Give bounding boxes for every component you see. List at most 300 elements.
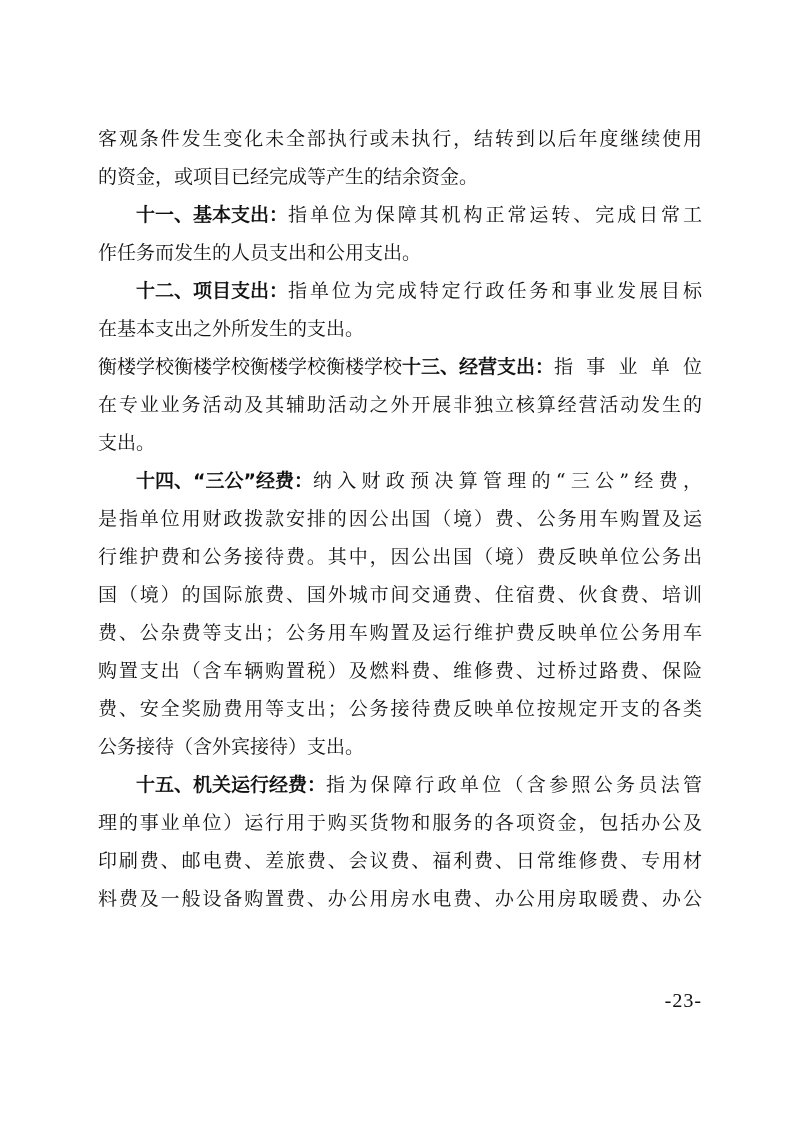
glyph: 购: [98, 660, 118, 682]
glyph: 、: [620, 850, 640, 872]
glyph: 差: [265, 850, 285, 872]
glyph: 是: [98, 508, 118, 530]
glyph: 通: [432, 584, 452, 606]
glyph: 和: [181, 546, 201, 568]
glyph: 单: [139, 508, 159, 530]
glyph: 税: [306, 660, 326, 682]
glyph: 维: [474, 622, 494, 644]
glyph: 及: [662, 508, 682, 530]
glyph: 际: [223, 584, 243, 606]
glyph: 设: [202, 888, 222, 910]
glyph: 活: [327, 394, 347, 416]
glyph: 运: [244, 812, 264, 834]
glyph: 、: [641, 660, 661, 682]
paragraph-agency-operating-expenses: [98, 772, 702, 912]
glyph: 运: [682, 508, 702, 530]
glyph: 购: [244, 888, 264, 910]
glyph: 旅: [244, 584, 264, 606]
text-line: [98, 810, 702, 836]
glyph: 办: [494, 888, 514, 910]
text-span: 指为保障行政单位（含参照公务员法管: [326, 774, 702, 796]
glyph: 维: [557, 850, 577, 872]
glyph: 、: [494, 850, 514, 872]
glyph: 及: [139, 888, 159, 910]
glyph: 务: [453, 812, 473, 834]
glyph: 、: [432, 660, 452, 682]
glyph: 材: [682, 850, 702, 872]
glyph: 包: [599, 812, 619, 834]
glyph: 费: [98, 698, 118, 720]
glyph: 反: [536, 622, 556, 644]
glyph: 、: [286, 584, 306, 606]
glyph: 位: [202, 812, 222, 834]
glyph: 日: [515, 850, 535, 872]
glyph: 费: [181, 622, 201, 644]
text-line: [98, 620, 702, 646]
glyph: 以: [536, 128, 556, 150]
glyph: 交: [411, 584, 431, 606]
glyph: 含: [202, 660, 222, 682]
glyph: 公: [620, 622, 640, 644]
glyph: 行: [348, 128, 368, 150]
glyph: 购: [620, 508, 640, 530]
glyph: 办: [641, 812, 661, 834]
glyph: 购: [327, 812, 347, 834]
text-line: [98, 316, 702, 342]
glyph: 单: [181, 812, 201, 834]
glyph: 险: [682, 660, 702, 682]
glyph: 伙: [578, 584, 598, 606]
glyph: 务: [223, 546, 243, 568]
glyph: 算: [536, 394, 556, 416]
glyph: 暖: [599, 888, 619, 910]
glyph: 费: [223, 850, 243, 872]
glyph: 费: [306, 850, 326, 872]
glyph: 费: [432, 698, 452, 720]
glyph: 公: [369, 508, 389, 530]
glyph: 用: [536, 888, 556, 910]
glyph: 培: [662, 584, 682, 606]
glyph: 条: [139, 128, 159, 150]
text-line: [98, 468, 702, 494]
glyph: 规: [557, 698, 577, 720]
glyph: 费: [620, 888, 640, 910]
glyph: 国: [306, 584, 326, 606]
text-span: 指单位为保障其机构正常运转、完成日常工: [288, 204, 702, 226]
text-span: 衡楼学校衡楼学校衡楼学校衡楼学校: [98, 356, 403, 378]
glyph: 的: [327, 508, 347, 530]
glyph: ）: [160, 584, 180, 606]
term-heading: 十一、基本支出：: [136, 204, 289, 226]
glyph: 过: [578, 660, 598, 682]
glyph: 费: [223, 698, 243, 720]
glyph: 、: [641, 888, 661, 910]
glyph: 公: [682, 888, 702, 910]
glyph: 继: [620, 128, 640, 150]
glyph: 置: [265, 888, 285, 910]
glyph: 费: [620, 660, 640, 682]
glyph: 位: [515, 698, 535, 720]
glyph: 国: [453, 546, 473, 568]
glyph: 执: [411, 128, 431, 150]
glyph: 外: [390, 394, 410, 416]
glyph: 用: [181, 508, 201, 530]
text-span: 的资金，或项目已经完成等产生的结余资金。: [98, 166, 479, 188]
glyph: 桥: [557, 660, 577, 682]
glyph: 市: [369, 584, 389, 606]
glyph: 其: [265, 394, 285, 416]
paragraph-continuation: [98, 126, 702, 190]
glyph: 境: [494, 546, 514, 568]
term-heading: 十二、项目支出：: [136, 280, 289, 302]
glyph: 务: [557, 508, 577, 530]
glyph: 业: [139, 394, 159, 416]
text-line: [98, 772, 702, 798]
glyph: 费: [515, 622, 535, 644]
glyph: 车: [682, 622, 702, 644]
glyph: 款: [265, 508, 285, 530]
glyph: 等: [265, 698, 285, 720]
term-heading: 十五、机关运行经费：: [136, 774, 327, 796]
glyph: ，: [453, 128, 473, 150]
glyph: 置: [641, 508, 661, 530]
glyph: 宿: [515, 584, 535, 606]
glyph: 的: [181, 584, 201, 606]
glyph: 、: [160, 850, 180, 872]
glyph: 类: [682, 698, 702, 720]
glyph: 全: [286, 128, 306, 150]
glyph: 、: [244, 850, 264, 872]
glyph: 务: [662, 546, 682, 568]
glyph: 外: [327, 584, 347, 606]
text-line: [98, 544, 702, 570]
glyph: 训: [682, 584, 702, 606]
glyph: 食: [599, 584, 619, 606]
glyph: 电: [202, 850, 222, 872]
glyph: 置: [286, 660, 306, 682]
glyph: 车: [599, 508, 619, 530]
glyph: ）: [327, 660, 347, 682]
text-span: 在基本支出之外所发生的支出。: [98, 318, 365, 340]
glyph: 年: [578, 128, 598, 150]
glyph: 行: [265, 812, 285, 834]
glyph: 支: [620, 698, 640, 720]
glyph: 在: [98, 394, 118, 416]
glyph: 费: [453, 888, 473, 910]
glyph: 福: [432, 850, 452, 872]
glyph: 用: [578, 508, 598, 530]
glyph: 辆: [244, 660, 264, 682]
glyph: 务: [641, 622, 661, 644]
glyph: 之: [369, 394, 389, 416]
glyph: ；: [327, 698, 347, 720]
glyph: 因: [348, 508, 368, 530]
glyph: 业: [160, 812, 180, 834]
glyph: 费: [494, 660, 514, 682]
text-line: [98, 202, 702, 228]
glyph: 、: [641, 584, 661, 606]
glyph: 单: [494, 698, 514, 720]
glyph: 的: [474, 812, 494, 834]
glyph: ；: [265, 622, 285, 644]
glyph: 用: [327, 622, 347, 644]
glyph: 水: [411, 888, 431, 910]
term-heading: 十三、经营支出：: [402, 356, 555, 378]
glyph: 公: [139, 622, 159, 644]
glyph: 、: [411, 850, 431, 872]
glyph: 服: [432, 812, 452, 834]
glyph: 按: [536, 698, 556, 720]
text-line: [98, 886, 702, 912]
text-line: [98, 354, 702, 380]
glyph: 邮: [181, 850, 201, 872]
glyph: 拨: [244, 508, 264, 530]
glyph: 料: [390, 660, 410, 682]
text-span: 指单位为完成特定行政任务和事业发展目标: [288, 280, 702, 302]
glyph: 购: [369, 622, 389, 644]
text-span: 纳入财政预决算管理的“三公”经费，: [312, 470, 702, 492]
glyph: 费: [390, 850, 410, 872]
text-span: 指事业单位: [554, 356, 702, 378]
glyph: 过: [536, 660, 556, 682]
glyph: 未: [265, 128, 285, 150]
glyph: 非: [453, 394, 473, 416]
glyph: 业: [160, 394, 180, 416]
glyph: 指: [118, 508, 138, 530]
glyph: 各: [494, 812, 514, 834]
glyph: 费: [453, 584, 473, 606]
glyph: 国: [411, 508, 431, 530]
glyph: 使: [662, 128, 682, 150]
glyph: 公: [536, 508, 556, 530]
glyph: 买: [348, 812, 368, 834]
glyph: 房: [390, 888, 410, 910]
glyph: 、: [327, 850, 347, 872]
glyph: 位: [160, 508, 180, 530]
glyph: （: [432, 508, 452, 530]
glyph: 其: [327, 546, 347, 568]
glyph: 公: [202, 546, 222, 568]
glyph: 杂: [160, 622, 180, 644]
glyph: 境: [139, 584, 159, 606]
glyph: 务: [181, 394, 201, 416]
glyph: 接: [244, 546, 264, 568]
paragraph-operating-expenditure: [98, 354, 702, 456]
glyph: 取: [578, 888, 598, 910]
glyph: 等: [202, 622, 222, 644]
glyph: ，: [369, 546, 389, 568]
glyph: 金: [557, 812, 577, 834]
glyph: 公: [411, 546, 431, 568]
glyph: ）: [223, 812, 243, 834]
glyph: 护: [139, 546, 159, 568]
glyph: 置: [118, 660, 138, 682]
glyph: 开: [599, 698, 619, 720]
glyph: 执: [327, 128, 347, 150]
glyph: 料: [98, 888, 118, 910]
glyph: 车: [348, 622, 368, 644]
glyph: 映: [474, 698, 494, 720]
glyph: 费: [286, 888, 306, 910]
glyph: 用: [682, 128, 702, 150]
glyph: 刷: [118, 850, 138, 872]
glyph: 旅: [286, 850, 306, 872]
glyph: 办: [327, 888, 347, 910]
glyph: 理: [98, 812, 118, 834]
glyph: 、: [118, 622, 138, 644]
glyph: 展: [432, 394, 452, 416]
glyph: 务: [306, 622, 326, 644]
glyph: 转: [494, 128, 514, 150]
glyph: 安: [286, 508, 306, 530]
glyph: 因: [390, 546, 410, 568]
text-line: [98, 392, 702, 418]
glyph: 公: [286, 622, 306, 644]
glyph: 排: [306, 508, 326, 530]
page-number: -23-: [664, 990, 702, 1012]
text-line: [98, 696, 702, 722]
glyph: 、: [557, 584, 577, 606]
glyph: 印: [98, 850, 118, 872]
glyph: 行: [98, 546, 118, 568]
glyph: 运: [432, 622, 452, 644]
glyph: ，: [578, 812, 598, 834]
glyph: 活: [599, 394, 619, 416]
glyph: 辅: [286, 394, 306, 416]
glyph: 城: [348, 584, 368, 606]
glyph: 定: [578, 698, 598, 720]
glyph: 生: [202, 128, 222, 150]
glyph: 修: [578, 850, 598, 872]
glyph: 件: [160, 128, 180, 150]
glyph: 、: [474, 888, 494, 910]
glyph: 客: [98, 128, 118, 150]
text-line: [98, 240, 702, 266]
glyph: 动: [620, 394, 640, 416]
document-body: [98, 126, 702, 912]
glyph: 费: [118, 888, 138, 910]
glyph: 国: [98, 584, 118, 606]
glyph: 物: [390, 812, 410, 834]
glyph: 动: [223, 394, 243, 416]
paragraph-basic-expenditure: [98, 202, 702, 266]
glyph: 中: [348, 546, 368, 568]
glyph: 及: [682, 812, 702, 834]
glyph: 支: [286, 698, 306, 720]
glyph: 经: [557, 394, 577, 416]
glyph: 生: [662, 394, 682, 416]
glyph: 货: [369, 812, 389, 834]
glyph: 开: [411, 394, 431, 416]
glyph: 费: [536, 546, 556, 568]
glyph: 及: [244, 394, 264, 416]
glyph: 发: [181, 128, 201, 150]
glyph: 各: [662, 698, 682, 720]
glyph: 营: [578, 394, 598, 416]
glyph: 公: [641, 546, 661, 568]
glyph: 费: [474, 850, 494, 872]
glyph: 后: [557, 128, 577, 150]
text-line: [98, 734, 702, 760]
glyph: 及: [411, 622, 431, 644]
glyph: 项: [515, 812, 535, 834]
glyph: 、: [515, 660, 535, 682]
glyph: 接: [390, 698, 410, 720]
glyph: 、: [474, 584, 494, 606]
glyph: 费: [411, 660, 431, 682]
paragraph-project-expenditure: [98, 278, 702, 342]
glyph: 、: [118, 698, 138, 720]
glyph: 境: [453, 508, 473, 530]
glyph: 间: [390, 584, 410, 606]
glyph: 利: [453, 850, 473, 872]
glyph: 及: [348, 660, 368, 682]
text-line: [98, 278, 702, 304]
glyph: 反: [453, 698, 473, 720]
glyph: 支: [139, 660, 159, 682]
glyph: 用: [244, 698, 264, 720]
glyph: 费: [620, 584, 640, 606]
glyph: 奖: [181, 698, 201, 720]
glyph: 于: [306, 812, 326, 834]
glyph: 活: [202, 394, 222, 416]
glyph: 映: [557, 622, 577, 644]
glyph: 待: [265, 546, 285, 568]
glyph: 公: [515, 888, 535, 910]
glyph: 部: [306, 128, 326, 150]
glyph: 全: [160, 698, 180, 720]
text-line: [98, 658, 702, 684]
text-line: [98, 506, 702, 532]
glyph: 行: [453, 622, 473, 644]
glyph: 费: [160, 546, 180, 568]
glyph: 费: [536, 584, 556, 606]
glyph: 专: [118, 394, 138, 416]
glyph: 议: [369, 850, 389, 872]
glyph: 费: [265, 584, 285, 606]
text-line: [98, 582, 702, 608]
glyph: 国: [202, 584, 222, 606]
glyph: 励: [202, 698, 222, 720]
glyph: 车: [223, 660, 243, 682]
glyph: 出: [432, 546, 452, 568]
glyph: 用: [662, 850, 682, 872]
glyph: 常: [536, 850, 556, 872]
glyph: 务: [369, 698, 389, 720]
glyph: 到: [515, 128, 535, 150]
glyph: 住: [494, 584, 514, 606]
glyph: 单: [578, 622, 598, 644]
glyph: 待: [411, 698, 431, 720]
glyph: 费: [98, 622, 118, 644]
glyph: 修: [474, 660, 494, 682]
glyph: 路: [599, 660, 619, 682]
glyph: 事: [139, 812, 159, 834]
glyph: 费: [139, 850, 159, 872]
glyph: 般: [181, 888, 201, 910]
glyph: 独: [474, 394, 494, 416]
glyph: 出: [244, 622, 264, 644]
glyph: 一: [160, 888, 180, 910]
glyph: 用: [369, 888, 389, 910]
glyph: 反: [557, 546, 577, 568]
glyph: （: [181, 660, 201, 682]
text-line: [98, 126, 702, 152]
glyph: （: [118, 584, 138, 606]
glyph: 度: [599, 128, 619, 150]
term-heading: 十四、“三公”经费：: [136, 470, 313, 492]
text-line: [98, 430, 702, 456]
